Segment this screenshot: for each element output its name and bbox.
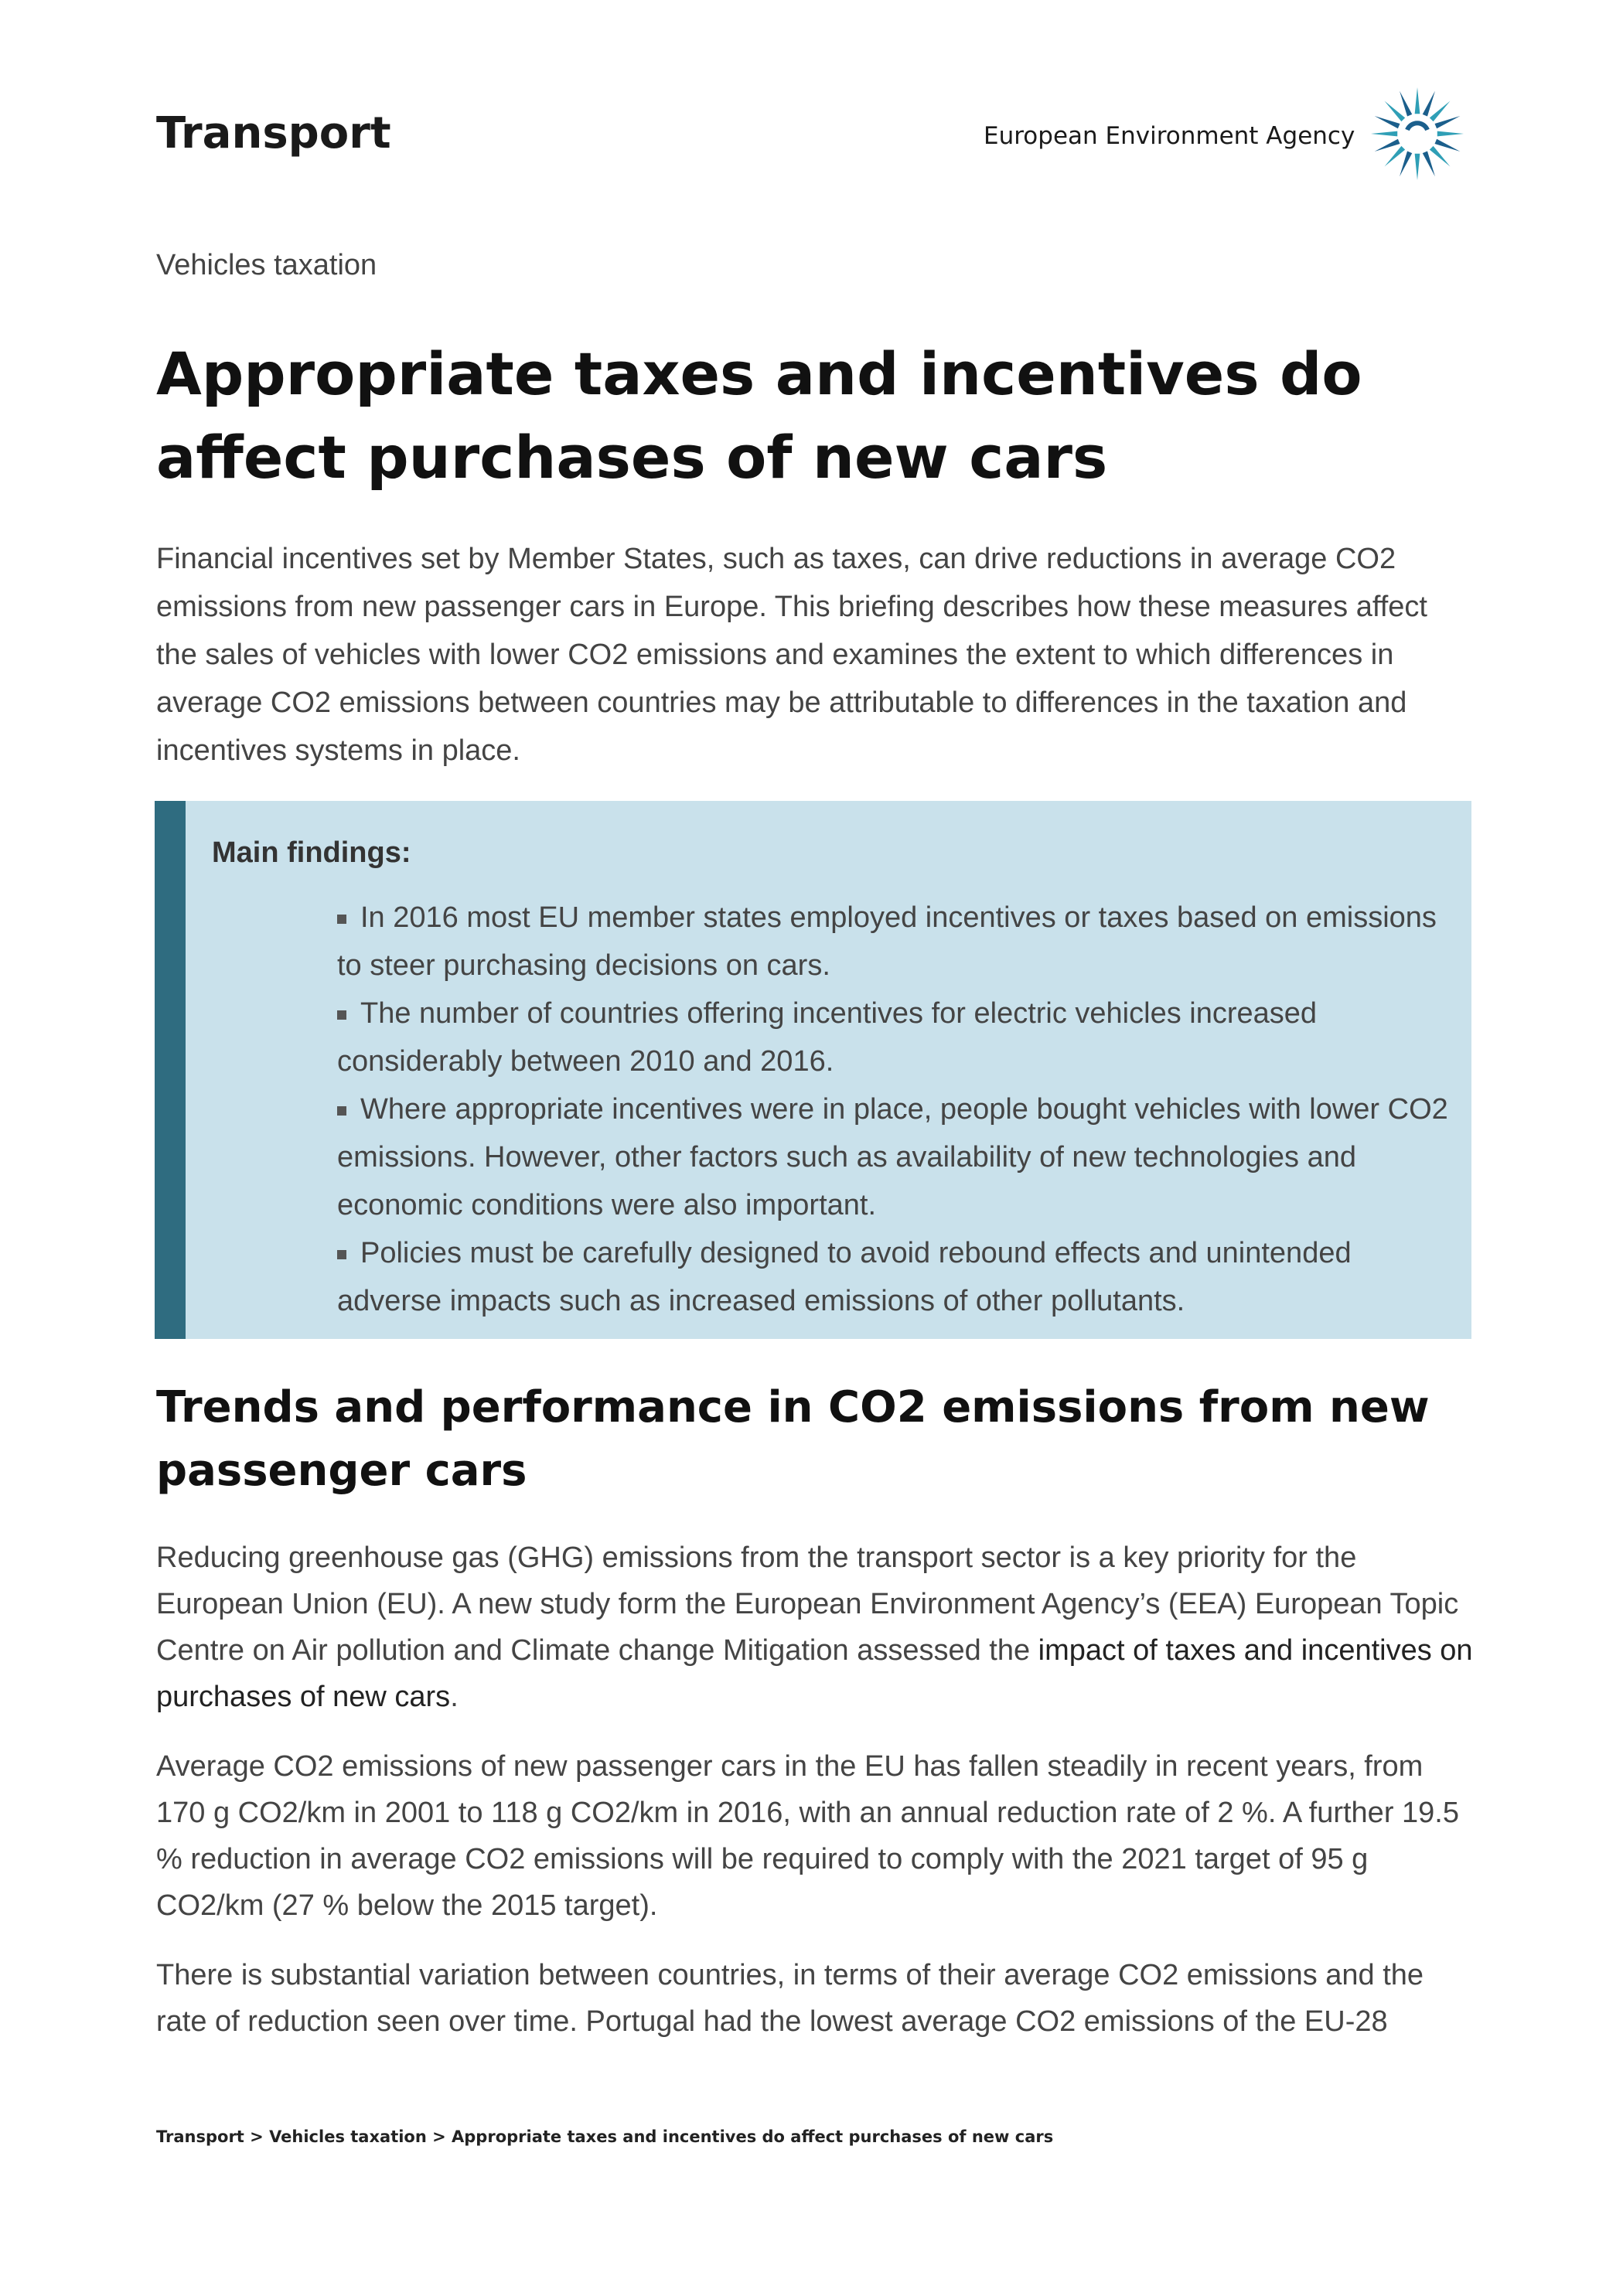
category-label: Vehicles taxation	[156, 249, 377, 281]
logo-ray	[1415, 87, 1420, 114]
logo-ray	[1375, 116, 1400, 128]
findings-list	[337, 894, 1451, 1325]
logo-ray	[1435, 116, 1461, 128]
finding-item: Policies must be carefully designed to avoid rebound effects and unintended adverse impacts such as increased emissions of other pollutants.	[337, 1229, 1451, 1325]
logo-ray	[1423, 91, 1435, 117]
logo-ray	[1385, 101, 1406, 122]
intro-paragraph: Financial incentives set by Member States, such as taxes, can drive reductions in average CO2 emissions from new passenger cars in Europe. This briefing describes how these measures affect the sales of vehicles with lower CO2 emissions and examines the extent to which differences in average CO2 emissions between countries may be attributable to differences in the taxation and incentives systems in place.	[156, 543, 1427, 767]
section-paragraph-3: There is substantial variation between countries, in terms of their average CO2 emissions and the rate of reduction seen over time. Portugal had the lowest average CO2 emissions of the EU-28	[156, 1959, 1424, 2038]
logo-ray	[1415, 154, 1420, 180]
finding-item: Where appropriate incentives were in place, people bought vehicles with lower CO2 emissions. However, other factors such as availability of new technologies and economic conditions were also important.	[337, 1085, 1451, 1229]
eea-logo[interactable]	[984, 83, 1471, 184]
section-paragraph-1	[156, 1535, 1478, 1720]
logo-ray	[1430, 146, 1451, 167]
header-title: Transport	[156, 108, 391, 158]
impact-study-link[interactable]: impact of taxes and incentives on purchases of new cars	[156, 1634, 1473, 1713]
main-findings-box	[155, 801, 1471, 1339]
section-paragraph-2: Average CO2 emissions of new passenger cars in the EU has fallen steadily in recent years, from 170 g CO2/km in 2001 to 118 g CO2/km in 2016, with an annual reduction rate of 2 %. A further 19.5 % reduction in average CO2 emissions will be required to comply with the 2021 target of 95 g CO2/km (27 % below the 2015 target).	[156, 1750, 1459, 1922]
eea-logo-icon	[1367, 83, 1468, 184]
section-title: Trends and performance in CO2 emissions from new passenger cars	[156, 1382, 1430, 1496]
logo-ray	[1437, 131, 1464, 137]
findings-title: Main findings:	[212, 836, 411, 869]
logo-ray	[1400, 91, 1412, 117]
logo-ray	[1400, 152, 1412, 177]
logo-ray	[1423, 152, 1435, 177]
logo-ray	[1371, 131, 1397, 137]
paragraph-text: Reducing greenhouse gas (GHG) emissions from the transport sector is a key priority for the European Union (EU). A new study form the European Environment Agency’s (EEA) European Topic Centre on Air pollution and Climate change Mitigation assessed the	[156, 1541, 1459, 1667]
finding-item: In 2016 most EU member states employed incentives or taxes based on emissions to steer purchasing decisions on cars.	[337, 894, 1451, 990]
logo-ray	[1385, 146, 1406, 167]
logo-ray	[1375, 139, 1400, 152]
logo-ray	[1430, 101, 1451, 122]
footer-breadcrumb: Transport > Vehicles taxation > Appropriate taxes and incentives do affect purchases of new cars	[156, 2127, 1054, 2146]
paragraph-end: .	[450, 1681, 459, 1713]
logo-ray	[1435, 139, 1461, 152]
page-title: Appropriate taxes and incentives do affect purchases of new cars	[156, 339, 1362, 492]
findings-accent-bar	[155, 801, 186, 1339]
finding-item: The number of countries offering incentives for electric vehicles increased considerably between 2010 and 2016.	[337, 990, 1451, 1085]
logo-text: European Environment Agency	[984, 122, 1355, 150]
